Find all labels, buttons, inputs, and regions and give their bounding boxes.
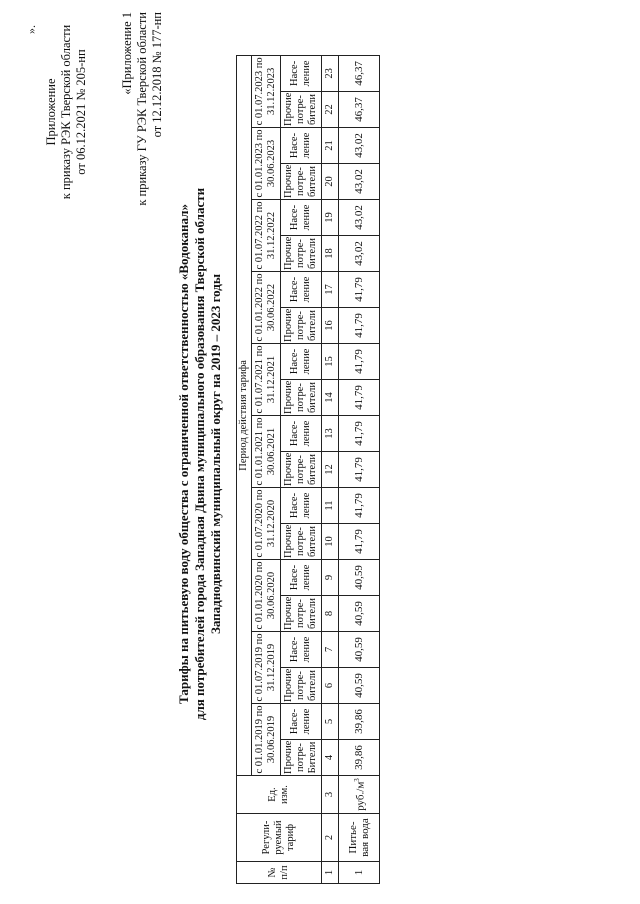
tariff-value: 41,79 [339, 416, 380, 452]
appendix-line: от 06.12.2021 № 205-нп [74, 49, 88, 175]
header-num: № п/п [237, 862, 322, 884]
column-number: 13 [322, 416, 339, 452]
tariff-value: 41,79 [339, 524, 380, 560]
tariff-value: 39,86 [339, 740, 380, 776]
subgroup-other-consumers: Прочие потре-бители [281, 524, 322, 560]
period-range-6: с 01.07.2021 по 31.12.2021 [252, 344, 281, 416]
tariff-value: 41,79 [339, 344, 380, 380]
subgroup-other-consumers: Прочие потре-бители [281, 92, 322, 128]
subgroup-population: Насе-ление [281, 704, 322, 740]
column-number: 1 [322, 862, 339, 884]
appendix-header [44, 12, 89, 212]
period-range-5: с 01.01.2021 по 30.06.2021 [252, 416, 281, 488]
column-number: 19 [322, 200, 339, 236]
subgroup-other-consumers: Прочие потре-бители [281, 380, 322, 416]
column-number: 18 [322, 236, 339, 272]
subgroup-other-consumers: Прочие потре-бители [281, 236, 322, 272]
subgroup-population: Насе-ление [281, 55, 322, 91]
subgroup-other-consumers: Прочие потре-бители [281, 452, 322, 488]
subgroup-population: Насе-ление [281, 632, 322, 668]
title-line: Тарифы на питьевую воду общества с ограниченной ответственностью «Водоканал» [176, 204, 191, 704]
header-tariff: Регули-руемый тариф [237, 814, 322, 862]
tariff-value: 43,02 [339, 164, 380, 200]
title-line: Западнодвинский муниципальный округ на 2019 – 2023 годы [208, 273, 223, 635]
period-range-3: с 01.01.2020 по 30.06.2020 [252, 560, 281, 632]
column-number: 22 [322, 92, 339, 128]
subgroup-population: Насе-ление [281, 200, 322, 236]
tariff-value: 39,86 [339, 704, 380, 740]
tariff-value: 40,59 [339, 632, 380, 668]
header-unit: Ед. изм. [237, 776, 322, 814]
appendix1-line: «Приложение 1 [120, 12, 134, 95]
appendix1-header [120, 12, 165, 244]
column-number: 8 [322, 596, 339, 632]
tariff-value: 41,79 [339, 380, 380, 416]
tariff-value: 46,37 [339, 92, 380, 128]
tariff-value: 43,02 [339, 236, 380, 272]
period-range-7: с 01.01.2022 по 30.06.2022 [252, 272, 281, 344]
period-range-10: с 01.07.2023 по 31.12.2023 [252, 55, 281, 127]
header-period-group: Период действия тарифа [237, 55, 252, 775]
column-number: 5 [322, 704, 339, 740]
column-number: 9 [322, 560, 339, 596]
column-number: 17 [322, 272, 339, 308]
subgroup-other-consumers: Прочие потре-Бители [281, 740, 322, 776]
subgroup-population: Насе-ление [281, 344, 322, 380]
column-number: 15 [322, 344, 339, 380]
period-range-1: с 01.01.2019 по 30.06.2019 [252, 704, 281, 776]
column-number: 3 [322, 776, 339, 814]
tariff-value: 46,37 [339, 55, 380, 91]
column-number: 7 [322, 632, 339, 668]
tariff-value: 43,02 [339, 200, 380, 236]
column-number: 14 [322, 380, 339, 416]
closing-mark: ». [24, 25, 38, 34]
column-number: 23 [322, 55, 339, 91]
appendix1-line: к приказу ГУ РЭК Тверской области [135, 12, 149, 206]
subgroup-population: Насе-ление [281, 560, 322, 596]
row-tariff: Питье-вая вода [339, 814, 380, 862]
row-unit-text: руб./м [354, 781, 367, 811]
tariff-value: 40,59 [339, 668, 380, 704]
tariff-value: 41,79 [339, 488, 380, 524]
period-range-8: с 01.07.2022 по 31.12.2022 [252, 200, 281, 272]
appendix-line: Приложение [44, 78, 58, 146]
tariff-value: 41,79 [339, 272, 380, 308]
subgroup-population: Насе-ление [281, 272, 322, 308]
subgroup-population: Насе-ление [281, 488, 322, 524]
tariff-table [236, 55, 380, 884]
row-num: 1 [339, 862, 380, 884]
subgroup-population: Насе-ление [281, 416, 322, 452]
subgroup-other-consumers: Прочие потре-бители [281, 668, 322, 704]
title-line: для потребителей города Западная Двина муниципального образования Тверской области [192, 187, 207, 721]
column-number: 21 [322, 128, 339, 164]
tariff-value: 40,59 [339, 560, 380, 596]
appendix-line: к приказу РЭК Тверской области [59, 24, 73, 200]
subgroup-other-consumers: Прочие потре-бители [281, 164, 322, 200]
period-range-4: с 01.07.2020 по 31.12.2020 [252, 488, 281, 560]
subgroup-other-consumers: Прочие потре-бители [281, 596, 322, 632]
column-number: 2 [322, 814, 339, 862]
appendix1-line: от 12.12.2018 № 177-нп [150, 12, 164, 138]
row-unit-sup: 3 [353, 778, 362, 782]
tariff-value: 41,79 [339, 452, 380, 488]
row-unit [339, 776, 380, 814]
period-range-2: с 01.07.2019 по 31.12.2019 [252, 632, 281, 704]
column-number: 4 [322, 740, 339, 776]
column-number: 10 [322, 524, 339, 560]
period-range-9: с 01.01.2023 по 30.06.2023 [252, 128, 281, 200]
column-number: 11 [322, 488, 339, 524]
tariff-value: 43,02 [339, 128, 380, 164]
tariff-value: 41,79 [339, 308, 380, 344]
column-number: 6 [322, 668, 339, 704]
column-number: 20 [322, 164, 339, 200]
tariff-value: 40,59 [339, 596, 380, 632]
subgroup-other-consumers: Прочие потре-бители [281, 308, 322, 344]
document-title [176, 64, 224, 844]
subgroup-population: Насе-ление [281, 128, 322, 164]
column-number: 16 [322, 308, 339, 344]
column-number: 12 [322, 452, 339, 488]
